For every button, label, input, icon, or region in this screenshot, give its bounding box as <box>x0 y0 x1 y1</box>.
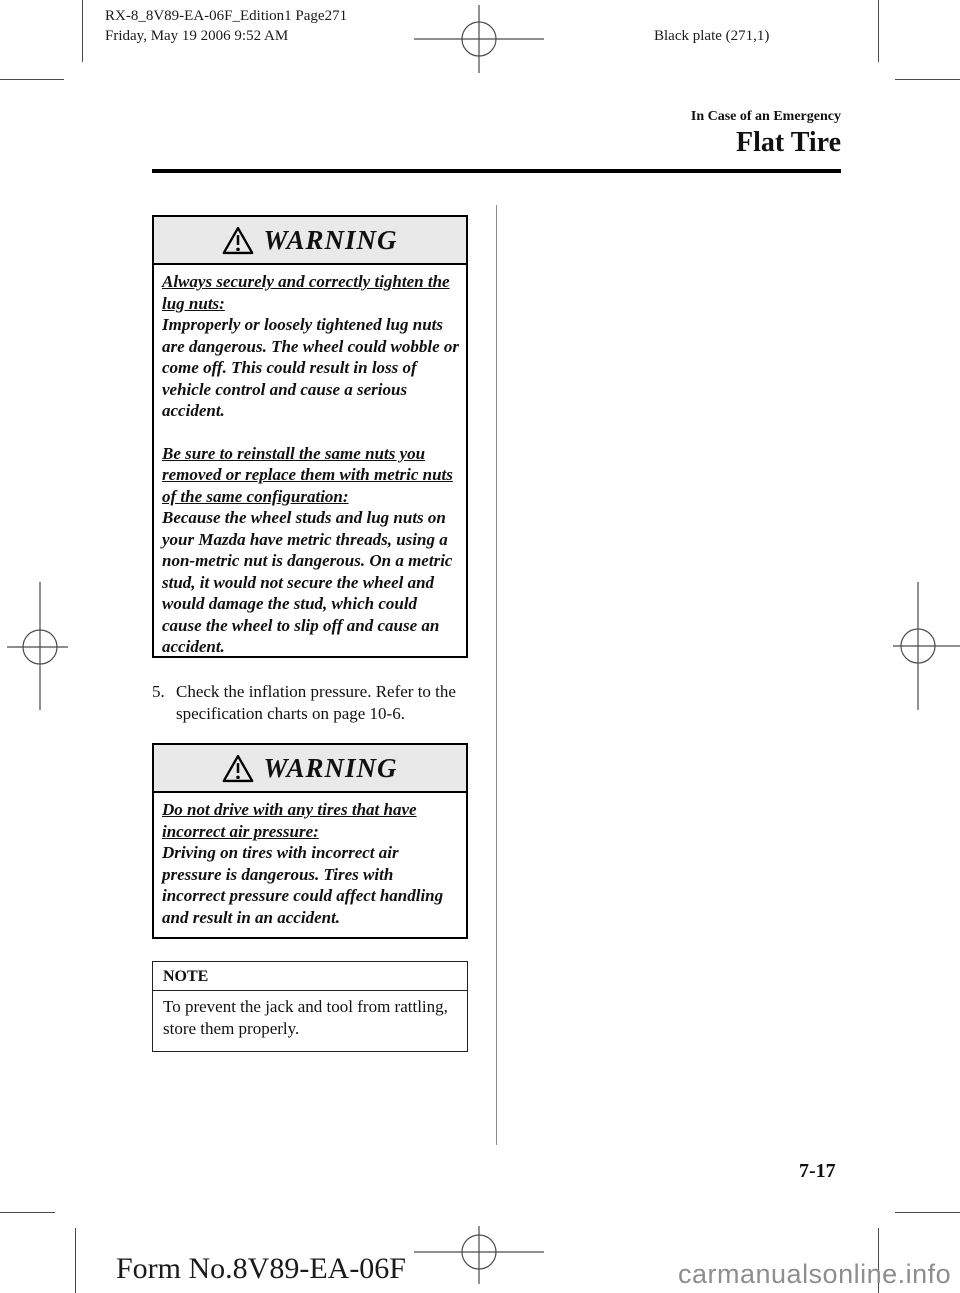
warning-lead-text: Always securely and correctly tighten the lug nuts: <box>162 272 450 313</box>
warning-lead-text: Be sure to reinstall the same nuts you removed or replace them with metric nuts of the same configuration: <box>162 443 453 506</box>
registration-mark-right-icon <box>885 578 960 714</box>
column-divider <box>496 205 497 1145</box>
warning-paragraph <box>162 443 460 658</box>
warning-label: WARNING <box>263 752 398 783</box>
warning-header <box>154 745 466 793</box>
crop-mark-bottom-left-horizontal <box>0 1212 55 1213</box>
crop-mark-top-right-vertical <box>878 0 879 62</box>
warning-body-text: Because the wheel studs and lug nuts on your Mazda have metric threads, using a non-metric nut is dangerous. On a metric stud, it would not secure the wheel and would damage the stud, which could cause the wheel to slip off and cause an accident. <box>162 508 453 656</box>
print-slug <box>105 6 347 46</box>
page-number: 7-17 <box>799 1160 836 1182</box>
warning-body <box>154 265 466 662</box>
plate-label: Black plate (271,1) <box>654 28 770 44</box>
warning-lead-text: Do not drive with any tires that have incorrect air pressure: <box>162 800 417 841</box>
header-rule <box>152 169 841 173</box>
watermark-text: carmanualsonline.info <box>678 1259 952 1289</box>
step-text: Check the inflation pressure. Refer to the specification charts on page 10-6. <box>176 682 456 723</box>
crop-mark-top-right-horizontal <box>895 79 960 80</box>
warning-body-text: Improperly or loosely tightened lug nuts are dangerous. The wheel could wobble or come off. This could result in loss of vehicle control and cause a serious accident. <box>162 315 460 420</box>
crop-mark-bottom-left-vertical <box>75 1228 76 1293</box>
warning-header <box>154 217 466 265</box>
step-number: 5. <box>152 682 165 701</box>
warning-paragraph <box>162 799 460 928</box>
registration-mark-top-icon <box>414 0 544 80</box>
warning-box-tire-pressure <box>152 743 468 939</box>
registration-mark-left-icon <box>0 578 80 714</box>
note-header: NOTE <box>153 962 467 991</box>
note-body-text: To prevent the jack and tool from rattling, store them properly. <box>163 997 448 1038</box>
warning-triangle-icon <box>222 754 254 783</box>
registration-mark-bottom-icon <box>414 1218 544 1288</box>
note-box <box>152 961 468 1052</box>
form-number: Form No.8V89-EA-06F <box>116 1252 406 1285</box>
slug-file-line: RX-8_8V89-EA-06F_Edition1 Page271 <box>105 8 348 24</box>
warning-triangle-icon <box>222 226 254 255</box>
crop-mark-bottom-right-horizontal <box>895 1212 960 1213</box>
step-item-5 <box>152 681 472 725</box>
warning-box-lug-nuts <box>152 215 468 658</box>
warning-body-text: Driving on tires with incorrect air pressure is dangerous. Tires with incorrect pressure could affect handling and result in an accident. <box>162 843 444 927</box>
page-title: Flat Tire <box>736 127 841 158</box>
slug-date-line: Friday, May 19 2006 9:52 AM <box>105 28 289 44</box>
crop-mark-top-left-vertical <box>82 0 83 62</box>
crop-mark-top-left-horizontal <box>0 79 64 80</box>
warning-body <box>154 793 466 932</box>
warning-label: WARNING <box>263 224 398 255</box>
chapter-title: In Case of an Emergency <box>690 109 841 124</box>
warning-paragraph <box>162 271 460 422</box>
section-header <box>691 108 841 160</box>
